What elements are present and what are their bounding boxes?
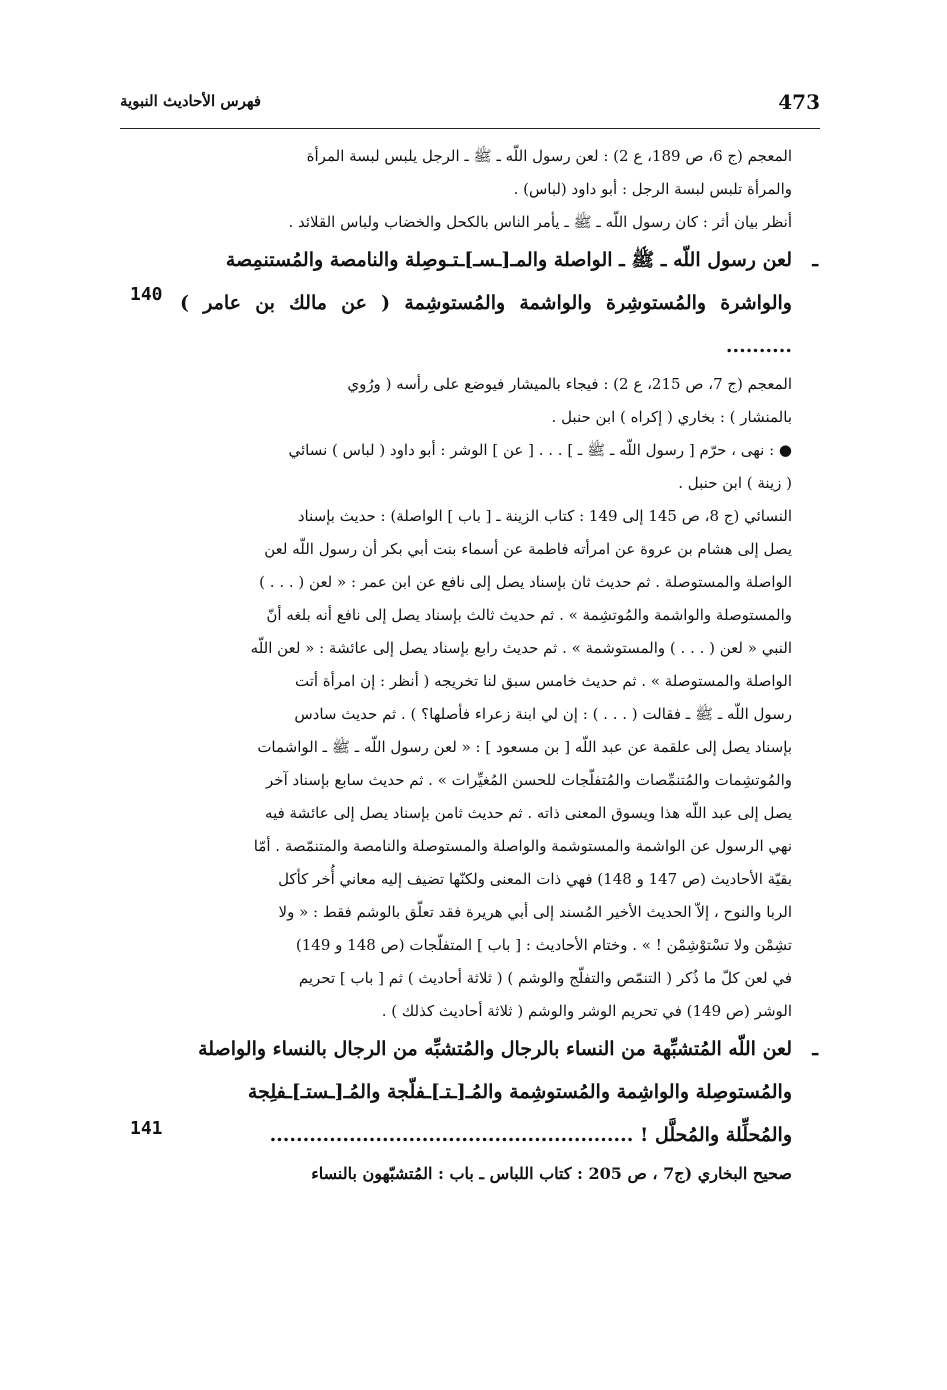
text-line: الربا والنوح ، إلاّ الحديث الأخير المُسند إلى أبي هريرة فقد تعلّق بالوشم فقط : « ولا xyxy=(278,903,792,921)
text-line: ( زينة ) ابن حنبل . xyxy=(678,474,792,492)
reference-block xyxy=(180,140,792,239)
page-header xyxy=(120,88,820,129)
hadith-number: 140 xyxy=(130,284,163,305)
hadith-text: والواشرة والمُستوشِرة والواشمة والمُستوشِمة ( عن مالك بن عامر ) .......... xyxy=(180,292,792,357)
text-line: يصل إلى هشام بن عروة عن امرأته فاطمة عن أسماء بنت أبي بكر أن رسول اللّه لعن xyxy=(264,540,792,558)
text-line: بإسناد يصل إلى علقمة عن عبد اللّه [ بن مسعود ] : « لعن رسول اللّه ـ ﷺ ـ الواشمات xyxy=(257,738,792,756)
hadith-line xyxy=(180,1114,818,1157)
hadith-entry xyxy=(130,239,818,368)
hadith-number: 141 xyxy=(130,1118,163,1139)
text-line: يصل إلى عبد اللّه هذا ويسوق المعنى ذاته . ثم حديث ثامن بإسناد يصل إلى عائشة فيه xyxy=(265,804,792,822)
text-line: بقيّة الأحاديث (ص 147 و 148) فهي ذات المعنى ولكنّها تضيف إليه معاني أُخر كأكل xyxy=(278,870,792,888)
hadith-text: والمُستوصِلة والواشِمة والمُستوشِمة والمُـ[ـتـ]ـفلّجة والمُـ[ـستـ]ـفلِجة xyxy=(247,1081,792,1103)
text-line: تشِمْن ولا تسْتوْشِمْن ! » . وختام الأحاديث : [ باب ] المتفلّجات (ص 148 و 149) xyxy=(295,936,792,954)
text-line: والمستوصلة والواشمة والمُوتشِمة » . ثم حديث ثالث بإسناد يصل إلى نافع أنه بلغه أنّ xyxy=(266,606,792,624)
text-line: والمرأة تلبس لبسة الرجل : أبو داود (لباس) . xyxy=(513,180,792,198)
text-line: رسول اللّه ـ ﷺ ـ فقالت ( . . . ) : إن لي ابنة زعراء فأصلها؟ ) . ثم حديث سادس xyxy=(294,705,792,723)
reference-block xyxy=(180,1157,792,1190)
hadith-line xyxy=(180,282,818,368)
page-number: 473 xyxy=(778,90,820,114)
reference-block xyxy=(180,368,792,1028)
hadith-text: والمُحلِّلة والمُحلَّل ! ....................................................... xyxy=(269,1124,792,1146)
hadith-text: لعن اللّه المُتشبِّهة من النساء بالرجال والمُتشبِّه من الرجال بالنساء والواصلة xyxy=(198,1038,792,1060)
entry-dash: ـ xyxy=(812,1038,818,1060)
page-body xyxy=(130,140,818,1190)
text-line: المعجم (ج 7، ص 215، ع 2) : فيجاء بالميشار فيوضع على رأسه ( ورُوي xyxy=(347,375,792,393)
hadith-line xyxy=(180,239,818,282)
text-line: الواصلة والمستوصلة . ثم حديث ثان بإسناد يصل إلى نافع عن ابن عمر : « لعن ( . . . ) xyxy=(259,573,792,591)
text-line: المعجم (ج 6، ص 189، ع 2) : لعن رسول اللّه ـ ﷺ ـ الرجل يلبس لبسة المرأة xyxy=(306,147,792,165)
text-line: في لعن كلّ ما ذُكر ( التنمّص والتفلّج والوشم ) ( ثلاثة أحاديث ) ثم [ باب ] تحريم xyxy=(298,969,792,987)
hadith-text: لعن رسول اللّه ـ ﷺ ـ الواصلة والمـ[ـسـ]ـتـوصِلة والنامصة والمُستنمِصة xyxy=(225,249,792,271)
hadith-line xyxy=(180,1028,818,1071)
text-line: أنظر بيان أثر : كان رسول اللّه ـ ﷺ ـ يأمر الناس بالكحل والخضاب ولباس القلائد . xyxy=(288,213,792,231)
text-line: صحيح البخاري (ج7 ، ص 205 : كتاب اللباس ـ باب : المُتشبّهون بالنساء xyxy=(311,1164,792,1183)
text-line: ● : نهى ، حرّم [ رسول اللّه ـ ﷺ ـ ] . . . [ عن ] الوشر : أبو داود ( لباس ) نسائي xyxy=(288,441,792,459)
text-line: الواصلة والمستوصلة » . ثم حديث خامس سبق لنا تخريجه ( أنظر : إن امرأة أتت xyxy=(294,672,792,690)
text-line: بالمنشار ) : بخاري ( إكراه ) ابن حنبل . xyxy=(551,408,792,426)
text-line: النبي « لعن ( . . . ) والمستوشمة » . ثم حديث رابع بإسناد يصل إلى عائشة : « لعن اللّه xyxy=(250,639,792,657)
text-line: والمُوتشِمات والمُتنمِّصات والمُتفلّجات للحسن المُغيِّرات » . ثم حديث سابع بإسناد آخر xyxy=(266,771,792,789)
running-title: فهرس الأحاديث النبوية xyxy=(120,92,262,110)
text-line: النسائي (ج 8، ص 145 إلى 149 : كتاب الزينة ـ [ باب ] الواصلة) : حديث بإسناد xyxy=(297,507,792,525)
hadith-entry xyxy=(130,1028,818,1157)
entry-dash: ـ xyxy=(812,249,818,271)
text-line: الوشر (ص 149) في تحريم الوشر والوشم ( ثلاثة أحاديث كذلك ) . xyxy=(381,1002,792,1020)
hadith-line xyxy=(180,1071,818,1114)
text-line: نهي الرسول عن الواشمة والمستوشمة والواصلة والمستوصلة والنامصة والمتنمّصة . أمّا xyxy=(253,837,792,855)
